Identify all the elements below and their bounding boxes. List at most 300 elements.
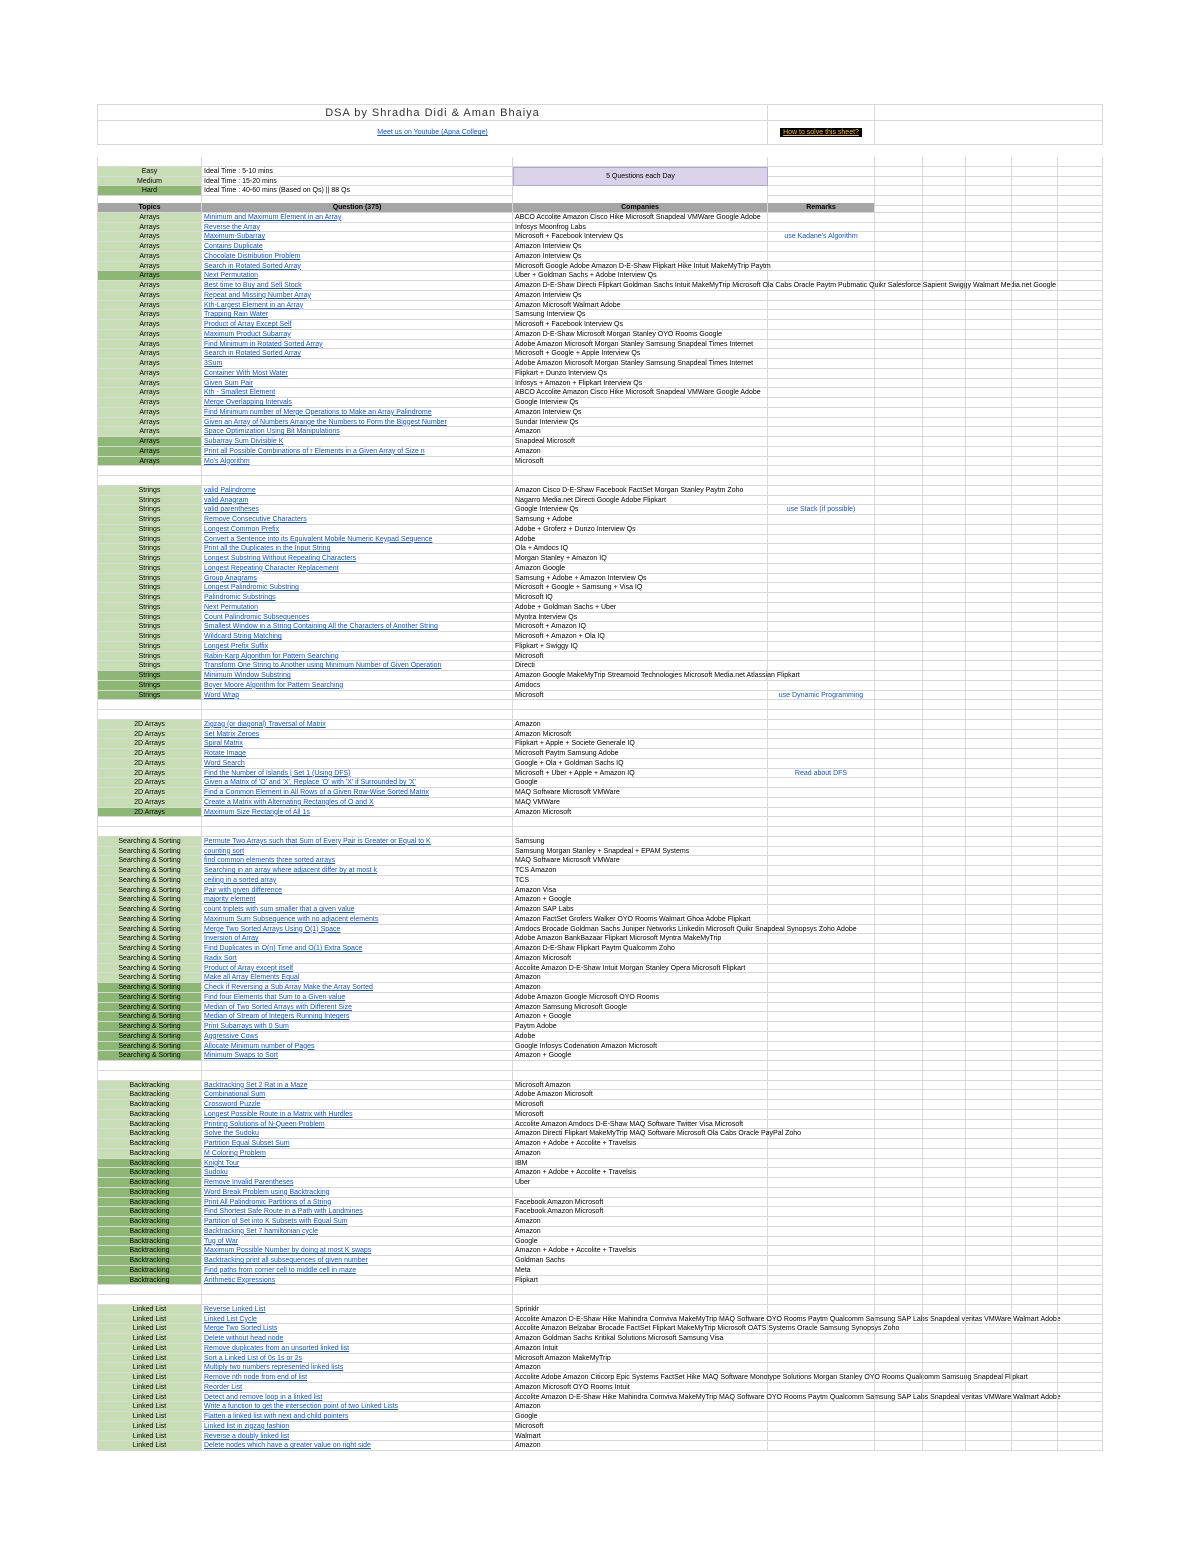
question-link[interactable]: Zigzag (or diagonal) Traversal of Matrix [204,720,326,728]
companies-cell: Amazon [513,1149,768,1159]
question-cell [202,652,513,662]
question-link[interactable]: Flatten a linked list with next and child pointers [204,1413,349,1420]
question-link[interactable]: Minimum and Maximum Element in an Array [204,213,342,221]
question-cell [202,252,513,262]
question-cell [202,1012,513,1022]
question-link[interactable]: Given an Array of Numbers Arrange the Numbers to Form the Biggest Number [204,418,447,426]
question-link[interactable]: Group Anagrams [204,574,257,582]
question-link[interactable]: Longest Substring Without Repeating Characters [204,555,357,562]
question-link[interactable]: Next Permutation [204,272,259,280]
question-link[interactable]: Container With Most Water [204,369,288,377]
legend-spacer [768,167,875,177]
topic-cell: Arrays [97,388,202,398]
question-cell [202,564,513,574]
remarks-cell [768,1266,875,1276]
questions-per-day-note: 5 Questions each Day [513,167,768,186]
question-link[interactable]: Find Shortest Safe Route in a Path with Landmines [204,1208,363,1216]
companies-cell: Microsoft [513,1110,768,1120]
question-link[interactable]: Delete nodes which have a greater value on right side [204,1442,371,1450]
question-link[interactable]: Kth - Smallest Element [204,389,276,397]
question-link[interactable]: Set Matrix Zeroes [204,730,260,738]
companies-cell: Amazon [513,1217,768,1227]
remarks-cell [768,1032,875,1042]
question-link[interactable]: find common elements three sorted arrays [204,857,336,865]
question-cell [202,1139,513,1149]
spacer-row [97,1071,1103,1081]
question-link[interactable]: Merge Overlapping Intervals [204,399,292,406]
question-row [97,418,1103,428]
question-row [97,1149,1103,1159]
question-link[interactable]: Spiral Matrix [204,740,243,748]
companies-cell: Adobe [513,535,768,545]
question-link[interactable]: Maximum Sum Subsequence with no adjacent elements [204,915,379,923]
question-link[interactable]: Median of Two Sorted Arrays with Different Size [204,1003,352,1011]
question-cell [202,1432,513,1442]
topic-cell: Linked List [97,1402,202,1412]
question-link[interactable]: Longest Prefix Suffix [204,642,269,650]
remarks-cell [768,388,875,398]
question-link[interactable]: Maximum Product Subarray [204,330,291,338]
topic-cell: Strings [97,486,202,496]
question-link[interactable]: Make all Array Elements Equal [204,974,300,982]
question-link[interactable]: Word Search [204,759,245,767]
remarks-cell [768,1120,875,1130]
question-row [97,544,1103,554]
question-link[interactable]: Product of Array except itself [204,964,294,972]
question-link[interactable]: Printing Solutions of N-Queen Problem [204,1120,325,1128]
question-link[interactable]: Wildcard String Matching [204,633,282,640]
question-link[interactable]: Find Duplicates in O(n) Time and O(1) Extra Space [204,945,363,952]
question-row [97,486,1103,496]
question-cell [202,720,513,730]
topic-cell: Backtracking [97,1256,202,1266]
question-link[interactable]: valid parentheses [204,506,259,514]
question-link[interactable]: Maximum Size Rectangle of All 1s [204,808,310,816]
remarks-cell [768,1441,875,1451]
question-table [97,203,1103,1451]
question-link[interactable]: Reorder List [204,1383,243,1391]
spacer-row [97,817,1103,827]
question-link[interactable]: Aggressive Cows [204,1032,259,1040]
companies-cell: Microsoft [513,652,768,662]
question-cell [202,964,513,974]
topic-cell: Linked List [97,1412,202,1422]
question-link[interactable]: Backtracking print all subsequences of given number [204,1257,368,1264]
question-link[interactable]: Word Wrap [204,691,240,699]
question-link[interactable]: Sudoku [204,1169,228,1177]
companies-cell: TCS Amazon [513,866,768,876]
remarks-cell [768,515,875,525]
companies-cell: TCS [513,876,768,886]
question-link[interactable]: Sort a Linked List of 0s 1s or 2s [204,1354,303,1362]
topic-cell: Searching & Sorting [97,954,202,964]
question-cell [202,847,513,857]
question-link[interactable]: Reverse the Array [204,223,261,231]
remarks-cell [768,1276,875,1286]
question-link[interactable]: Chocolate Distribution Problem [204,252,301,260]
remarks-cell [768,964,875,974]
question-cell [202,437,513,447]
question-row [97,554,1103,564]
topic-cell: Linked List [97,1393,202,1403]
topic-cell: Strings [97,574,202,584]
question-link[interactable]: Longest Repeating Character Replacement [204,564,339,572]
topic-cell: Backtracking [97,1100,202,1110]
header-companies: Companies [513,203,768,213]
question-link[interactable]: Product of Array Except Self [204,321,292,328]
remarks-cell [768,886,875,896]
remarks-cell [768,1324,875,1334]
companies-cell: Microsoft + Facebook Interview Qs [513,232,768,242]
question-link[interactable]: Next Permutation [204,603,259,611]
how-to-solve-link[interactable]: How to solve this sheet? [780,128,862,137]
companies-cell: Microsoft [513,691,768,701]
topic-cell: Arrays [97,340,202,350]
question-link[interactable]: Find the Number of Islands | Set 1 (Using DFS) [204,769,351,777]
companies-cell: Adobe [513,1032,768,1042]
question-cell [202,349,513,359]
question-row [97,330,1103,340]
question-link[interactable]: Merge Two Sorted Lists [204,1325,278,1333]
question-link[interactable]: Remove Consecutive Characters [204,516,307,523]
companies-cell: Microsoft Google Adobe Amazon D-E-Shaw Flipkart Hike Intuit MakeMyTrip Paytm [515,262,771,270]
question-link[interactable]: Linked list in zigzag fashion [204,1422,290,1430]
question-link[interactable]: Print all the Duplicates in the Input String [204,545,331,553]
question-cell [202,1305,513,1315]
question-link[interactable]: Palindromic Substrings [204,594,276,601]
question-cell [202,427,513,437]
question-link[interactable]: majority element [204,896,256,904]
question-cell [202,1422,513,1432]
question-link[interactable]: Print Subarrays with 0 Sum [204,1023,289,1030]
question-cell [202,301,513,311]
question-row [97,271,1103,281]
companies-cell: Flipkart + Dunzo Interview Qs [513,369,768,379]
question-row [97,1276,1103,1286]
question-link[interactable]: Convert a Sentence into its Equivalent Mobile Numeric Keypad Sequence [204,535,433,543]
question-link[interactable]: Solve the Sudoku [204,1130,259,1138]
question-link[interactable]: Create a Matrix with Alternating Rectangles of O and X [204,798,374,806]
remarks-cell [768,1344,875,1354]
question-link[interactable]: Given a Matrix of 'O' and 'X', Replace 'O' with 'X' if Surrounded by 'X' [204,779,416,787]
question-link[interactable]: Space Optimization Using Bit Manipulations [204,428,340,436]
question-row [97,1110,1103,1120]
question-link[interactable]: Find four Elements that Sum to a Given value [204,993,346,1001]
question-row [97,281,1103,291]
remarks-cell [768,847,875,857]
question-cell [202,535,513,545]
question-row [97,954,1103,964]
question-link[interactable]: Print all Possible Combinations of r Elements in a Given Array of Size n [204,447,425,455]
question-link[interactable]: Reverse a doubly linked list [204,1432,290,1440]
question-link[interactable]: Transform One String to Another using Minimum Number of Given Operation [204,662,442,670]
question-cell [202,291,513,301]
question-link[interactable]: Best time to Buy and Sell Stock [204,282,302,289]
question-row [97,369,1103,379]
question-cell [202,632,513,642]
question-link[interactable]: Find a Common Element in All Rows of a Given Row-Wise Sorted Matrix [204,789,429,796]
question-cell [202,808,513,818]
remarks-cell [768,944,875,954]
topic-cell: 2D Arrays [97,730,202,740]
remarks-cell [768,837,875,847]
question-link[interactable]: Remove Invalid Parentheses [204,1179,294,1186]
topic-cell: Linked List [97,1315,202,1325]
question-link[interactable]: Permute Two Arrays such that Sum of Every Pair is Greater or Equal to K [204,837,431,845]
question-link[interactable]: Boyer Moore Algorithm for Pattern Searching [204,681,344,689]
companies-cell: Amazon + Adobe + Accolite + Travelsis [513,1246,768,1256]
question-link[interactable]: Delete without head node [204,1335,284,1342]
question-link[interactable]: Subarray Sum Divisible K [204,438,284,445]
question-row [97,1120,1103,1130]
question-link[interactable]: Backtracking Set 7 hamiltonian cycle [204,1227,318,1235]
question-link[interactable]: M Coloring Problem [204,1149,266,1157]
question-row [97,1032,1103,1042]
question-link[interactable]: Longest Common Prefix [204,525,280,533]
topic-cell: Arrays [97,242,202,252]
topic-cell: Strings [97,515,202,525]
question-link[interactable]: Rotate Image [204,750,247,757]
question-link[interactable]: Write a function to get the intersection point of two Linked Lists [204,1403,399,1411]
topic-cell: 2D Arrays [97,778,202,788]
companies-cell: Microsoft IQ [513,593,768,603]
companies-cell: Flipkart + Swiggy IQ [513,642,768,652]
question-link[interactable]: valid Palindrome [204,486,256,494]
topic-cell: Backtracking [97,1198,202,1208]
remarks-cell [768,330,875,340]
question-link[interactable]: Print All Palindromic Partitions of a String [204,1198,332,1206]
question-link[interactable]: Combinational Sum [204,1091,266,1099]
question-link[interactable]: Rabin-Karp Algorithm for Pattern Searching [204,652,339,660]
question-row [97,866,1103,876]
legend-row [97,186,1103,196]
remarks-cell: Read about DFS [768,769,875,779]
remarks-cell [768,593,875,603]
question-link[interactable]: Pair with given difference [204,886,283,894]
question-cell [202,613,513,623]
remarks-cell [768,1363,875,1373]
question-cell [202,232,513,242]
question-row [97,1178,1103,1188]
remarks-cell [768,642,875,652]
remarks-cell [768,934,875,944]
question-link[interactable]: Contains Duplicate [204,243,263,250]
question-row [97,788,1103,798]
companies-cell: Amazon Intuit [513,1344,768,1354]
remarks-cell [768,1198,875,1208]
companies-cell: Accolite Amazon D-E-Shaw Hike Mahindra Comviva MakeMyTrip MAQ Software OYO Rooms Paytm Qualcomm Samsung SAP Labs Snapdeal veritas VMWare Walmart Adobe [515,1393,1061,1401]
remarks-cell [768,583,875,593]
remarks-cell [768,1051,875,1061]
question-link[interactable]: Knight Tour [204,1159,240,1167]
question-row [97,427,1103,437]
question-link[interactable]: Minimum Swaps to Sort [204,1052,278,1060]
question-link[interactable]: Detect and remove loop in a linked list [204,1393,323,1401]
question-cell [202,340,513,350]
companies-cell: Amazon [513,427,768,437]
question-link[interactable]: Search in Rotated Sorted Array [204,350,301,358]
question-cell [202,447,513,457]
question-link[interactable]: counting sort [204,847,245,855]
topic-cell: 2D Arrays [97,759,202,769]
question-row [97,1159,1103,1169]
question-link[interactable]: Search in Rotated Sorted Array [204,262,301,270]
remarks-cell [768,622,875,632]
question-link[interactable]: Median of Stream of Integers Running Integers [204,1013,350,1021]
topic-cell: Strings [97,622,202,632]
question-link[interactable]: Repeat and Missing Number Array [204,291,311,299]
question-link[interactable]: Tug of War [204,1237,239,1245]
remarks-cell [768,1207,875,1217]
question-row [97,1383,1103,1393]
topic-cell: Arrays [97,301,202,311]
question-link[interactable]: Minimum Window Substring [204,672,291,679]
question-link[interactable]: Reverse Linked List [204,1305,266,1313]
companies-cell: Samsung Morgan Stanley + Snapdeal + EPAM Systems [513,847,768,857]
topic-cell: Searching & Sorting [97,1012,202,1022]
companies-cell: Amazon Microsoft [513,808,768,818]
question-row [97,720,1103,730]
companies-cell: Accolite Adobe Amazon Citicorp Epic Systems FactSet Hike MAQ Software Monotype Solutions Morgan Stanley OYO Rooms Qualcomm Samsung Snapdeal Flipkart [515,1374,1028,1381]
question-row [97,320,1103,330]
question-row [97,778,1103,788]
topic-cell: Backtracking [97,1149,202,1159]
remarks-cell [768,1393,875,1403]
question-cell [202,262,513,272]
question-link[interactable]: Mo's Algorithm [204,457,250,465]
youtube-link[interactable]: Meet us on Youtube (Apna College) [377,129,488,136]
question-row [97,408,1103,418]
question-link[interactable]: Word Break Problem using Backtracking [204,1188,330,1196]
question-cell [202,398,513,408]
topic-cell: Searching & Sorting [97,895,202,905]
remarks-cell [768,1217,875,1227]
header-row [97,203,1103,213]
question-link[interactable]: Remove duplicates from an unsorted linked list [204,1344,350,1352]
question-link[interactable]: Multiply two numbers represented linked lists [204,1364,344,1372]
question-cell [202,408,513,418]
question-row [97,1237,1103,1247]
question-link[interactable]: Linked List Cycle [204,1315,257,1323]
remarks-cell [768,1237,875,1247]
topic-cell: Arrays [97,427,202,437]
question-link[interactable]: Find Minimum number of Merge Operations to Make an Array Palindrome [204,408,432,416]
remarks-cell [768,788,875,798]
question-link[interactable]: Find Minimum in Rotated Sorted Array [204,340,323,348]
question-link[interactable]: Backtracking Set 2 Rat in a Maze [204,1081,308,1089]
question-link[interactable]: valid Anagram [204,496,249,504]
question-link[interactable]: Given Sum Pair [204,379,254,387]
question-row [97,1305,1103,1315]
remarks-cell [768,262,875,272]
question-row [97,1373,1103,1383]
topic-cell: Strings [97,583,202,593]
companies-cell: Google Interview Qs [513,398,768,408]
question-link[interactable]: count triplets with sum smaller that a given value [204,906,355,913]
question-link[interactable]: Maximum-Subarray [204,233,266,241]
companies-cell: Uber [513,1178,768,1188]
question-link[interactable]: Longest Possible Route in a Matrix with Hurdles [204,1110,353,1118]
question-cell [202,1217,513,1227]
topic-cell: Searching & Sorting [97,925,202,935]
question-link[interactable]: Count Palindromic Subsequences [204,613,310,621]
question-link[interactable]: Radix Sort [204,954,237,962]
question-link[interactable]: Arithmetic Expressions [204,1276,276,1284]
question-link[interactable]: Allocate Minimum number of Pages [204,1042,315,1050]
question-row [97,232,1103,242]
companies-cell: Infosys Moonfrog Labs [513,223,768,233]
question-link[interactable]: Merge Two Sorted Arrays Using O(1) Space [204,925,341,933]
question-link[interactable]: Kth-Largest Element in an Array [204,301,304,309]
question-link[interactable]: Searching in an array where adjacent differ by at most k [204,867,378,874]
companies-cell: Microsoft [513,1422,768,1432]
question-row [97,1334,1103,1344]
question-link[interactable]: Crossword Puzzle [204,1101,261,1108]
question-link[interactable]: Trapping Rain Water [204,311,269,319]
topic-cell: Backtracking [97,1178,202,1188]
remarks-cell [768,759,875,769]
remarks-cell [768,271,875,281]
question-link[interactable]: ceiling in a sorted array [204,876,277,884]
question-cell [202,486,513,496]
question-link[interactable]: Inversion of Array [204,935,259,943]
question-cell [202,359,513,369]
topic-cell: Backtracking [97,1168,202,1178]
question-link[interactable]: Longest Palindromic Substring [204,584,299,592]
question-cell [202,593,513,603]
ideal-time: Ideal Time : 40-60 mins (Based on Qs) || 88 Qs [202,186,513,196]
remarks-cell [768,613,875,623]
question-row [97,1363,1103,1373]
remarks-cell [768,1149,875,1159]
topic-cell: Arrays [97,281,202,291]
question-cell [202,1120,513,1130]
question-link[interactable]: Partition Equal Subset Sum [204,1140,290,1147]
remarks-cell [768,632,875,642]
topic-cell: Linked List [97,1383,202,1393]
remarks-cell [768,1129,875,1139]
spacer-row [97,157,1103,167]
question-link[interactable]: Smallest Window in a String Containing All the Characters of Another String [204,623,438,631]
question-cell [202,671,513,681]
question-link[interactable]: 3Sum [204,360,223,367]
ideal-time: Ideal Time : 5-10 mins [202,167,513,177]
question-link[interactable]: Partition of Set into K Subsets with Equal Sum [204,1218,348,1225]
remarks-cell [768,983,875,993]
question-row [97,310,1103,320]
topic-cell: Strings [97,642,202,652]
topic-cell: Backtracking [97,1129,202,1139]
question-link[interactable]: Find paths from corner cell to middle cell in maze [204,1266,357,1274]
remarks-cell [768,1422,875,1432]
companies-cell: Adobe + Groferz + Dunzo Interview Qs [513,525,768,535]
question-cell [202,622,513,632]
question-cell [202,574,513,584]
companies-cell: Microsoft + Google + Apple Interview Qs [513,349,768,359]
question-cell [202,515,513,525]
question-cell [202,379,513,389]
header-topics: Topics [97,203,202,213]
question-link[interactable]: Remove nth node from end of list [204,1374,308,1381]
question-row [97,340,1103,350]
question-row [97,613,1103,623]
remarks-cell [768,1110,875,1120]
question-link[interactable]: Maximum Possible Number by doing at most K swaps [204,1247,372,1255]
question-row [97,447,1103,457]
topic-cell: Backtracking [97,1266,202,1276]
question-link[interactable]: Check if Reversing a Sub Array Make the Array Sorted [204,984,373,991]
question-row [97,457,1103,467]
